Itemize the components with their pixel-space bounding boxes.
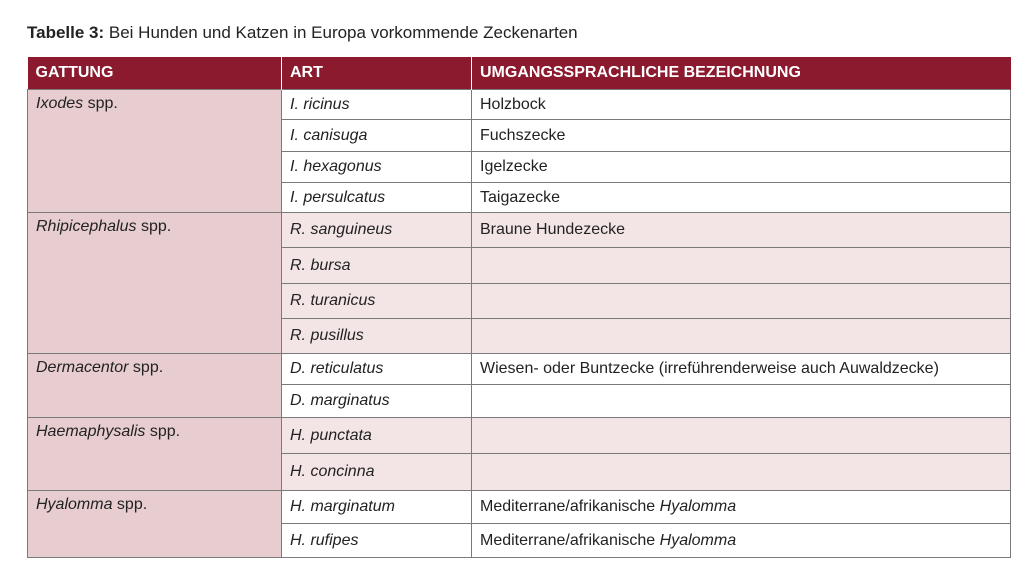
common-name-cell	[472, 354, 1011, 385]
species-cell: R. bursa	[282, 248, 472, 284]
genus-name: Rhipicephalus	[36, 218, 137, 235]
header-genus: GATTUNG	[28, 57, 282, 90]
genus-cell	[28, 213, 282, 354]
genus-suffix: spp.	[136, 218, 172, 235]
genus-suffix: spp.	[145, 423, 181, 440]
table-header	[28, 57, 1011, 90]
genus-name: Dermacentor	[36, 359, 129, 376]
species-cell: R. sanguineus	[282, 213, 472, 248]
table-row	[28, 90, 1011, 120]
common-name-cell	[472, 385, 1011, 418]
genus-name: Haemaphysalis	[36, 423, 146, 440]
common-name-cell	[472, 213, 1011, 248]
genus-name: Hyalomma	[36, 496, 113, 513]
genus-name: Ixodes	[36, 95, 84, 112]
common-name: Wiesen- oder Buntzecke (irreführenderweise auch Auwaldzecke)	[480, 360, 939, 377]
genus-suffix: spp.	[83, 95, 118, 112]
header-common-name: UMGANGSSPRACHLICHE BEZEICHNUNG	[472, 57, 1011, 90]
table-row	[28, 213, 1011, 248]
common-name-cell	[472, 284, 1011, 319]
common-name: Igelzecke	[480, 158, 548, 175]
table-row	[28, 491, 1011, 524]
table-row	[28, 354, 1011, 385]
common-name: Taigazecke	[480, 188, 561, 206]
common-name: Fuchszecke	[480, 126, 566, 144]
header-species: ART	[282, 57, 472, 90]
common-name-italic: Hyalomma	[659, 498, 737, 515]
genus-cell	[28, 491, 282, 558]
caption-text: Bei Hunden und Katzen in Europa vorkommende Zeckenarten	[108, 23, 578, 42]
common-name: Holzbock	[480, 95, 546, 113]
species-cell: R. pusillus	[282, 319, 472, 354]
common-name-cell	[472, 454, 1011, 491]
species-cell: I. hexagonus	[282, 152, 472, 183]
genus-cell	[28, 90, 282, 213]
caption-label: Tabelle 3:	[27, 23, 105, 42]
common-name-cell	[472, 418, 1011, 454]
species-cell: H. marginatum	[282, 491, 472, 524]
table-row	[28, 418, 1011, 454]
common-name-cell	[472, 248, 1011, 284]
tick-species-table	[27, 57, 1011, 558]
species-cell: I. persulcatus	[282, 183, 472, 213]
genus-cell	[28, 354, 282, 418]
common-name-cell	[472, 183, 1011, 213]
species-cell: H. punctata	[282, 418, 472, 454]
table-caption	[27, 22, 578, 44]
species-cell: H. concinna	[282, 454, 472, 491]
species-cell: I. canisuga	[282, 120, 472, 152]
common-name: Mediterrane/afrikanische	[480, 498, 660, 515]
common-name: Braune Hundezecke	[480, 221, 625, 238]
common-name-italic: Hyalomma	[659, 531, 737, 549]
common-name-cell	[472, 319, 1011, 354]
table-body	[28, 90, 1011, 558]
common-name-cell	[472, 120, 1011, 152]
species-cell: I. ricinus	[282, 90, 472, 120]
common-name-cell	[472, 491, 1011, 524]
species-cell: D. marginatus	[282, 385, 472, 418]
common-name-cell	[472, 90, 1011, 120]
common-name: Mediterrane/afrikanische	[480, 531, 660, 549]
genus-suffix: spp.	[112, 496, 148, 513]
common-name-cell	[472, 524, 1011, 558]
species-cell: D. reticulatus	[282, 354, 472, 385]
genus-suffix: spp.	[128, 359, 164, 376]
common-name-cell	[472, 152, 1011, 183]
species-cell: H. rufipes	[282, 524, 472, 558]
genus-cell	[28, 418, 282, 491]
species-cell: R. turanicus	[282, 284, 472, 319]
